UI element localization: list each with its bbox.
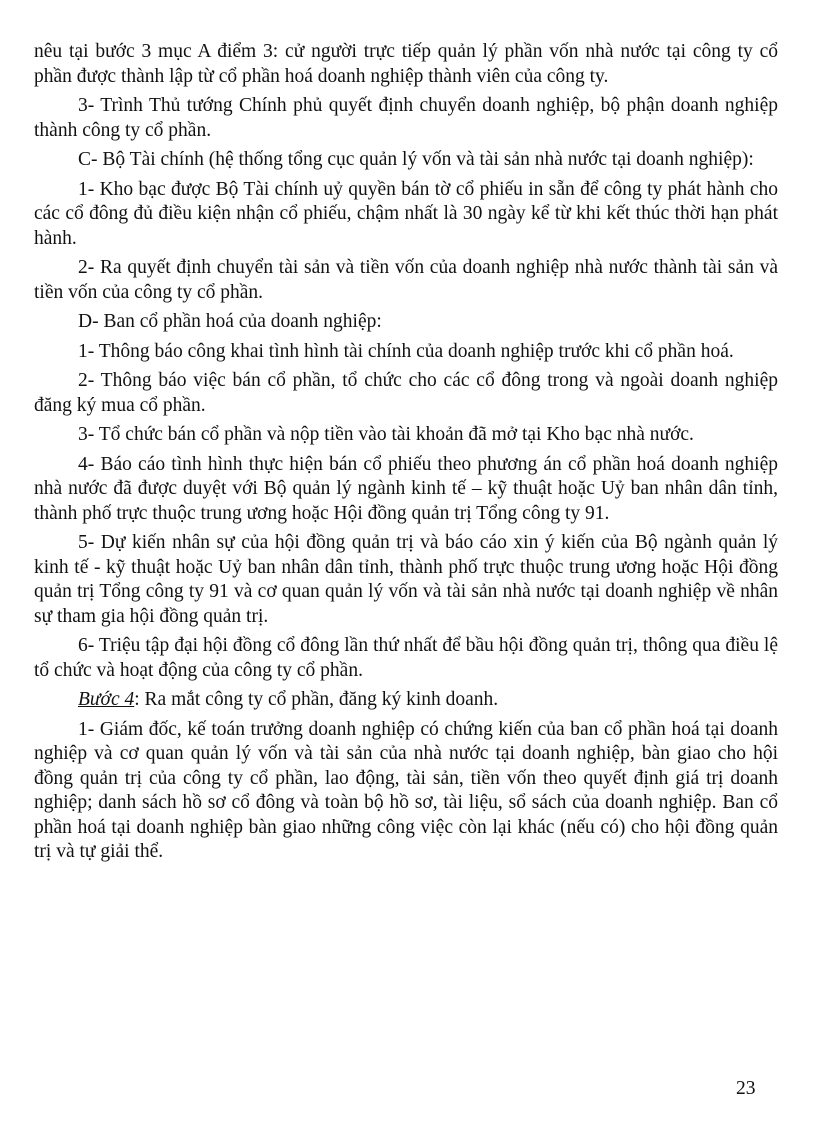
paragraph-c-item-1: 1- Kho bạc được Bộ Tài chính uỷ quyền bán tờ cổ phiếu in sẵn để công ty phát hành cho các cổ đông đủ điều kiện nhận cổ phiếu, chậm nhất là 30 ngày kể từ khi kết thúc thời hạn phát hành. [34,178,778,249]
document-body [34,40,778,870]
step-4-text: : Ra mắt công ty cổ phần, đăng ký kinh doanh. [134,689,499,710]
step-4-heading [34,688,778,713]
paragraph-d-item-3: 3- Tổ chức bán cổ phần và nộp tiền vào tài khoản đã mở tại Kho bạc nhà nước. [78,424,694,445]
paragraph-d-item-5: 5- Dự kiến nhân sự của hội đồng quản trị và báo cáo xin ý kiến của Bộ ngành quản lý kinh tế - kỹ thuật hoặc Uỷ ban nhân dân tỉnh, thành phố trực thuộc trung ương hoặc Hội đồng quản trị Tổng công ty 91 và cơ quan quản lý vốn và tài sản nhà nước tại doanh nghiệp về nhân sự tham gia hội đồng quản trị. [34,532,778,627]
paragraph-d-item-6: 6- Triệu tập đại hội đồng cổ đông lần thứ nhất để bầu hội đồng quản trị, thông qua điều lệ tổ chức và hoạt động của công ty cổ phần. [34,635,778,681]
section-heading-d: D- Ban cổ phần hoá của doanh nghiệp: [78,311,382,332]
paragraph-d-item-4: 4- Báo cáo tình hình thực hiện bán cổ phiếu theo phương án cổ phần hoá doanh nghiệp nhà nước đã được duyệt với Bộ quản lý ngành kinh tế – kỹ thuật hoặc Uỷ ban nhân dân tỉnh, thành phố trực thuộc trung ương hoặc Hội đồng quản trị Tổng công ty 91. [34,453,778,524]
step-4-label: Bước 4 [78,689,135,710]
paragraph-item-3: 3- Trình Thủ tướng Chính phủ quyết định chuyển doanh nghiệp, bộ phận doanh nghiệp thành công ty cổ phần. [34,95,778,141]
paragraph-continuation: nêu tại bước 3 mục A điểm 3: cử người trực tiếp quản lý phần vốn nhà nước tại công ty cổ phần được thành lập từ cổ phần hoá doanh nghiệp thành viên của công ty. [34,41,778,87]
paragraph-d-item-2: 2- Thông báo việc bán cổ phần, tổ chức cho các cổ đông trong và ngoài doanh nghiệp đăng ký mua cổ phần. [34,370,778,416]
page-number: 23 [736,1078,756,1099]
paragraph-c-item-2: 2- Ra quyết định chuyển tài sản và tiền vốn của doanh nghiệp nhà nước thành tài sản và tiền vốn của công ty cổ phần. [34,257,778,303]
paragraph-step4-item-1: 1- Giám đốc, kế toán trưởng doanh nghiệp có chứng kiến của ban cổ phần hoá tại doanh nghiệp và cơ quan quản lý vốn và tài sản của nhà nước tại doanh nghiệp, bàn giao cho hội đồng quản trị của công ty cổ phần, lao động, tài sản, tiền vốn theo quyết định giá trị doanh nghiệp; danh sách hồ sơ cổ đông và toàn bộ hồ sơ, tài liệu, sổ sách của doanh nghiệp. Ban cổ phần hoá tại doanh nghiệp bàn giao những công việc còn lại khác (nếu có) cho hội đồng quản trị và tự giải thể. [34,718,778,862]
section-heading-c: C- Bộ Tài chính (hệ thống tổng cục quản lý vốn và tài sản nhà nước tại doanh nghiệp): [78,149,754,170]
paragraph-d-item-1: 1- Thông báo công khai tình hình tài chính của doanh nghiệp trước khi cổ phần hoá. [78,340,734,362]
